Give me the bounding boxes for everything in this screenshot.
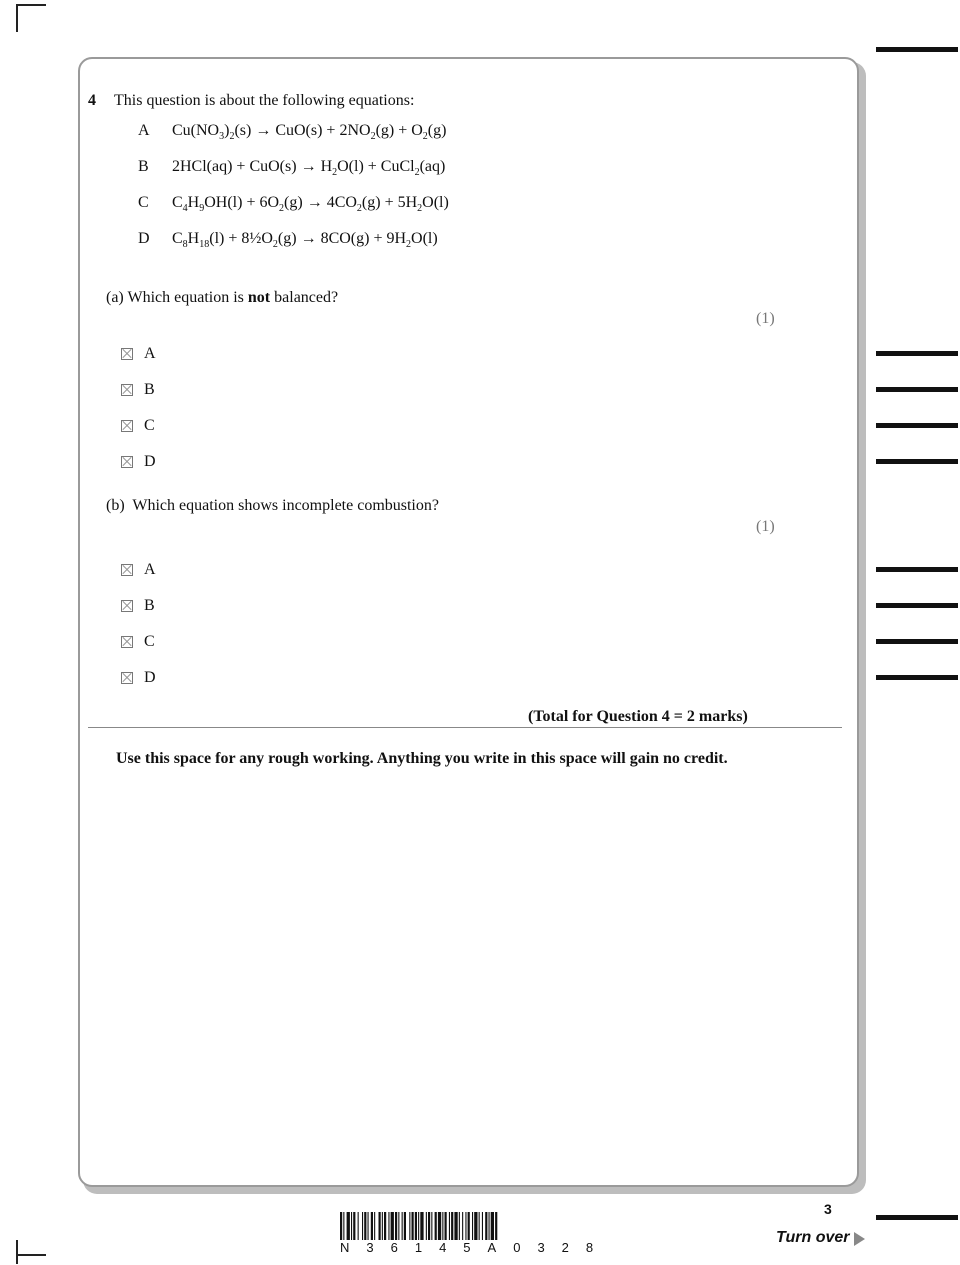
barcode-bar [351, 1212, 352, 1240]
barcode-bar [384, 1212, 386, 1240]
barcode-bar [343, 1212, 344, 1240]
answer-checkbox[interactable] [121, 420, 133, 432]
barcode-bar [491, 1212, 494, 1240]
answer-checkbox[interactable] [121, 672, 133, 684]
part-a-text-after: balanced? [270, 289, 339, 306]
barcode-bar [451, 1212, 453, 1240]
barcode-bar [364, 1212, 366, 1240]
crop-mark-bottom-left [16, 1240, 18, 1264]
barcode-bar [472, 1212, 473, 1240]
equation-a: $Cu(NO_3)_2(s) \to CuO(s) + 2NO_2(g) + O_2(g)$ [172, 122, 447, 142]
part-a-option-b[interactable] [121, 382, 155, 398]
option-label: C [144, 633, 155, 650]
barcode-bar [418, 1212, 419, 1240]
barcode-bar [426, 1212, 427, 1240]
page-number: 3 [824, 1201, 832, 1217]
equation-letter: B [138, 158, 149, 175]
barcode-bar [489, 1212, 490, 1240]
barcode-bar [398, 1212, 399, 1240]
equation-b: $2HCl(aq) + CuO(s) \to H_2O(l)$ + CuCl$_2$(aq) [172, 158, 446, 178]
equation-letter: C [138, 194, 149, 211]
part-b-text: Which equation shows incomplete combustion? [132, 497, 439, 514]
barcode-bar [495, 1212, 497, 1240]
sidebar-bar [876, 351, 958, 356]
part-a-marks: (1) [756, 310, 775, 327]
barcode-bar [428, 1212, 430, 1240]
barcode [340, 1212, 630, 1240]
part-b-option-a[interactable] [121, 562, 156, 578]
barcode-text: N36145A0328 [340, 1240, 611, 1255]
option-label: A [144, 345, 156, 362]
barcode-bar [415, 1212, 417, 1240]
equation-d: $C_8H_{18}(l)$ + $8\frac{1}{2}O_2(g) \to 8CO(g) + 9H_2O(l)$ [172, 230, 438, 250]
sidebar-bar [876, 1215, 958, 1220]
part-a-option-a[interactable] [121, 346, 156, 362]
barcode-bar [382, 1212, 383, 1240]
barcode-bar [449, 1212, 450, 1240]
option-label: C [144, 417, 155, 434]
barcode-bar [374, 1212, 375, 1240]
barcode-bar [462, 1212, 463, 1240]
part-a-option-c[interactable] [121, 418, 155, 434]
barcode-bar [358, 1212, 359, 1240]
rough-working-note: Use this space for any rough working. Anything you write in this space will gain no credit. [116, 750, 728, 767]
barcode-bar [485, 1212, 487, 1240]
answer-checkbox[interactable] [121, 636, 133, 648]
barcode-bar [435, 1212, 437, 1240]
part-a-question [106, 289, 338, 307]
barcode-bar [482, 1212, 483, 1240]
part-b-question [106, 497, 439, 515]
part-b-option-d[interactable] [121, 670, 156, 686]
sidebar-bar [876, 459, 958, 464]
barcode-bar [404, 1212, 406, 1240]
barcode-bar [391, 1212, 394, 1240]
barcode-bar [445, 1212, 447, 1240]
sidebar-bar [876, 603, 958, 608]
sidebar-bar [876, 47, 958, 52]
barcode-bar [395, 1212, 397, 1240]
sidebar-bar [876, 423, 958, 428]
barcode-bar [454, 1212, 457, 1240]
barcode-bar [465, 1212, 466, 1240]
barcode-bar [371, 1212, 373, 1240]
equation-letter: A [138, 122, 150, 139]
answer-checkbox[interactable] [121, 600, 133, 612]
crop-mark-top-left [16, 4, 18, 32]
question-total: (Total for Question 4 = 2 marks) [528, 708, 748, 725]
answer-checkbox[interactable] [121, 348, 133, 360]
option-label: B [144, 381, 155, 398]
barcode-bar [442, 1212, 443, 1240]
option-label: D [144, 453, 156, 470]
part-b-option-c[interactable] [121, 634, 155, 650]
part-b-marks: (1) [756, 518, 775, 535]
barcode-bar [388, 1212, 389, 1240]
barcode-bar [402, 1212, 403, 1240]
barcode-bar [347, 1212, 350, 1240]
turn-over-label: Turn over [776, 1229, 850, 1246]
sidebar-bar [876, 675, 958, 680]
barcode-bar [409, 1212, 410, 1240]
barcode-bar [468, 1212, 470, 1240]
option-label: B [144, 597, 155, 614]
barcode-bar [474, 1212, 477, 1240]
answer-checkbox[interactable] [121, 456, 133, 468]
barcode-bar [353, 1212, 355, 1240]
crop-mark-bottom-left-h [18, 1254, 46, 1256]
answer-checkbox[interactable] [121, 564, 133, 576]
sidebar-bar [876, 639, 958, 644]
option-label: A [144, 561, 156, 578]
part-a-emphasis: not [247, 289, 271, 306]
barcode-bar [459, 1212, 460, 1240]
barcode-bar [420, 1212, 423, 1240]
part-a-label: (a) [106, 289, 124, 306]
part-b-option-b[interactable] [121, 598, 155, 614]
barcode-bar [431, 1212, 432, 1240]
answer-frame [78, 57, 859, 1187]
turn-over-arrow-icon [854, 1232, 865, 1246]
part-a-option-d[interactable] [121, 454, 156, 470]
part-a-text-before: Which equation is [127, 289, 248, 306]
question-number: 4 [88, 92, 96, 109]
sidebar-bar [876, 387, 958, 392]
divider-rule [88, 727, 842, 728]
barcode-bar [438, 1212, 441, 1240]
barcode-bar [368, 1212, 369, 1240]
question-intro: This question is about the following equations: [114, 92, 415, 109]
barcode-bar [479, 1212, 480, 1240]
part-b-label: (b) [106, 497, 125, 514]
crop-mark-top-left-h [18, 4, 46, 6]
barcode-bar [412, 1212, 414, 1240]
sidebar-bar [876, 567, 958, 572]
option-label: D [144, 669, 156, 686]
barcode-bar [379, 1212, 381, 1240]
barcode-bar [340, 1212, 342, 1240]
answer-checkbox[interactable] [121, 384, 133, 396]
equation-c: $C_4H_9OH(l) + 6O_2(g) \to 4CO_2(g) + 5H_2O(l)$ [172, 194, 449, 214]
equation-letter: D [138, 230, 150, 247]
barcode-bar [362, 1212, 363, 1240]
